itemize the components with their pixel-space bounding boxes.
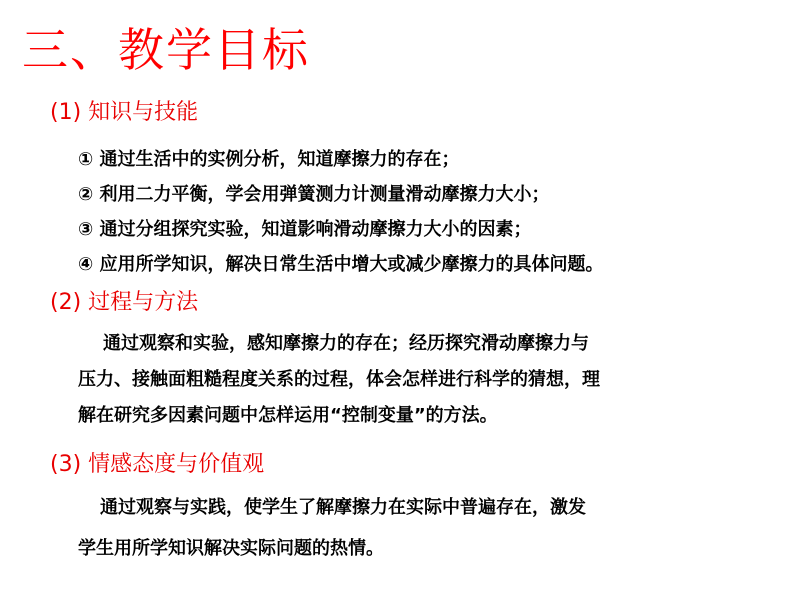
paragraph-line: 解在研究多因素问题中怎样运用“控制变量”的方法。 <box>78 405 498 426</box>
paragraph-line: 通过观察与实践，使学生了解摩擦力在实际中普遍存在，激发 <box>100 497 586 518</box>
paragraph-line: 压力、接触面粗糙程度关系的过程，体会怎样进行科学的猜想，理 <box>78 369 600 390</box>
list-item: ④ 应用所学知识，解决日常生活中增大或减少摩擦力的具体问题。 <box>78 254 604 275</box>
list-item: ③ 通过分组探究实验，知道影响滑动摩擦力大小的因素； <box>78 219 532 240</box>
list-item: ① 通过生活中的实例分析，知道摩擦力的存在； <box>78 149 460 170</box>
slide-title: 三、教学目标 <box>22 23 310 77</box>
section-heading-knowledge-skills: (1) 知识与技能 <box>50 100 199 125</box>
paragraph-line: 通过观察和实验，感知摩擦力的存在；经历探究滑动摩擦力与 <box>103 333 589 354</box>
section-heading-attitudes-values: (3) 情感态度与价值观 <box>50 452 265 477</box>
paragraph-line: 学生用所学知识解决实际问题的热情。 <box>78 538 384 559</box>
knowledge-skills-list <box>78 142 778 282</box>
list-item: ② 利用二力平衡，学会用弹簧测力计测量滑动摩擦力大小； <box>78 184 550 205</box>
section-heading-process-methods: (2) 过程与方法 <box>50 290 199 315</box>
